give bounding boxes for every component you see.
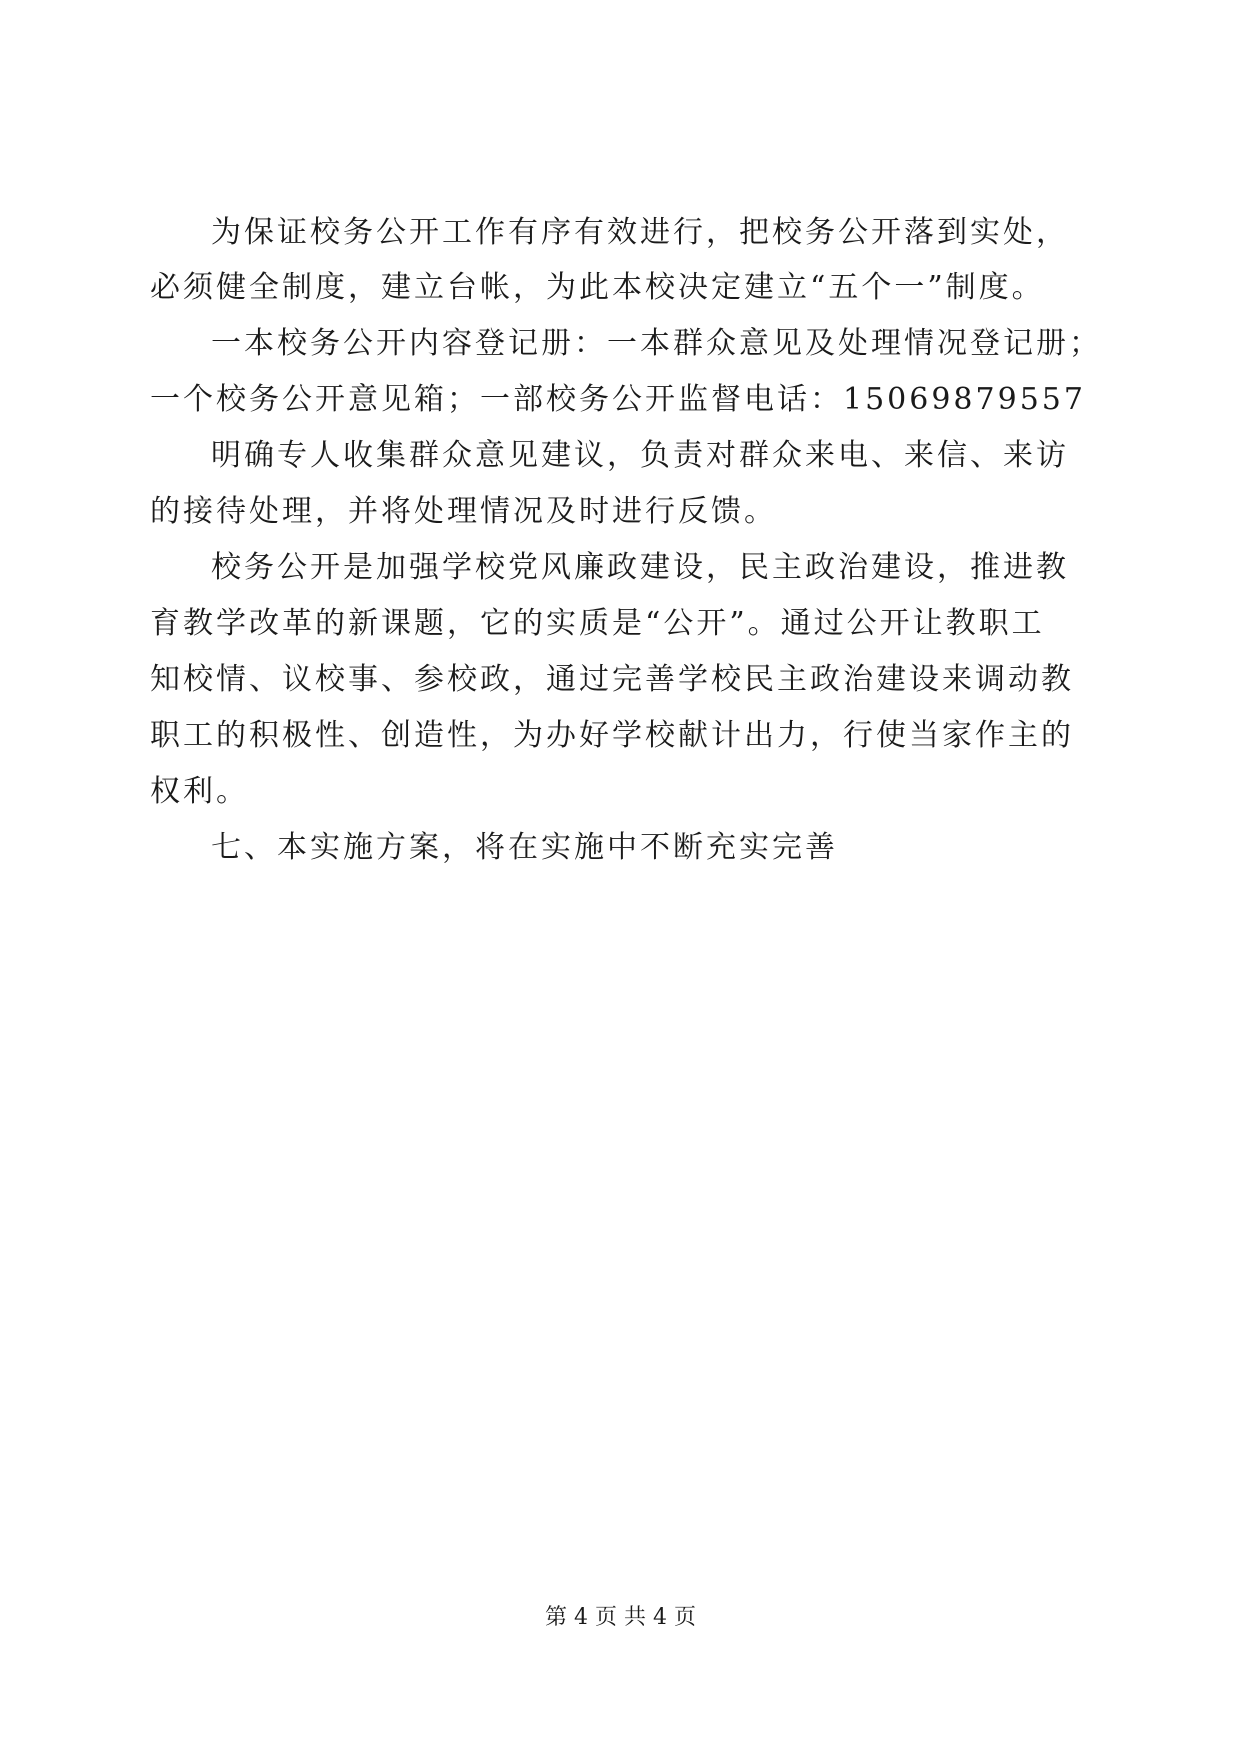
page-footer: 第 4 页 共 4 页: [545, 1605, 696, 1630]
paragraph-4-line-1: 校务公开是加强学校党风廉政建设，民主政治建设，推进教: [211, 550, 1069, 585]
paragraph-3-line-1: 明确专人收集群众意见建议，负责对群众来电、来信、来访: [211, 438, 1069, 473]
paragraph-4-line-5: 权利。: [150, 774, 249, 809]
paragraph-4-line-3: 知校情、议校事、参校政，通过完善学校民主政治建设来调动教: [150, 662, 1074, 697]
paragraph-4-line-4: 职工的积极性、创造性，为办好学校献计出力，行使当家作主的: [150, 718, 1074, 753]
paragraph-1-line-1: 为保证校务公开工作有序有效进行，把校务公开落到实处，: [211, 215, 1069, 250]
paragraph-4-line-2: 育教学改革的新课题，它的实质是“公开”。通过公开让教职工: [150, 606, 1045, 641]
paragraph-2-line-1: 一本校务公开内容登记册：一本群众意见及处理情况登记册；: [211, 326, 1102, 361]
paragraph-1-line-2: 必须健全制度，建立台帐，为此本校决定建立“五个一”制度。: [150, 270, 1045, 305]
paragraph-5-line-1: 七、本实施方案，将在实施中不断充实完善: [211, 830, 838, 865]
paragraph-2-line-2: 一个校务公开意见箱；一部校务公开监督电话：15069879557: [150, 382, 1086, 417]
paragraph-3-line-2: 的接待处理，并将处理情况及时进行反馈。: [150, 494, 777, 529]
